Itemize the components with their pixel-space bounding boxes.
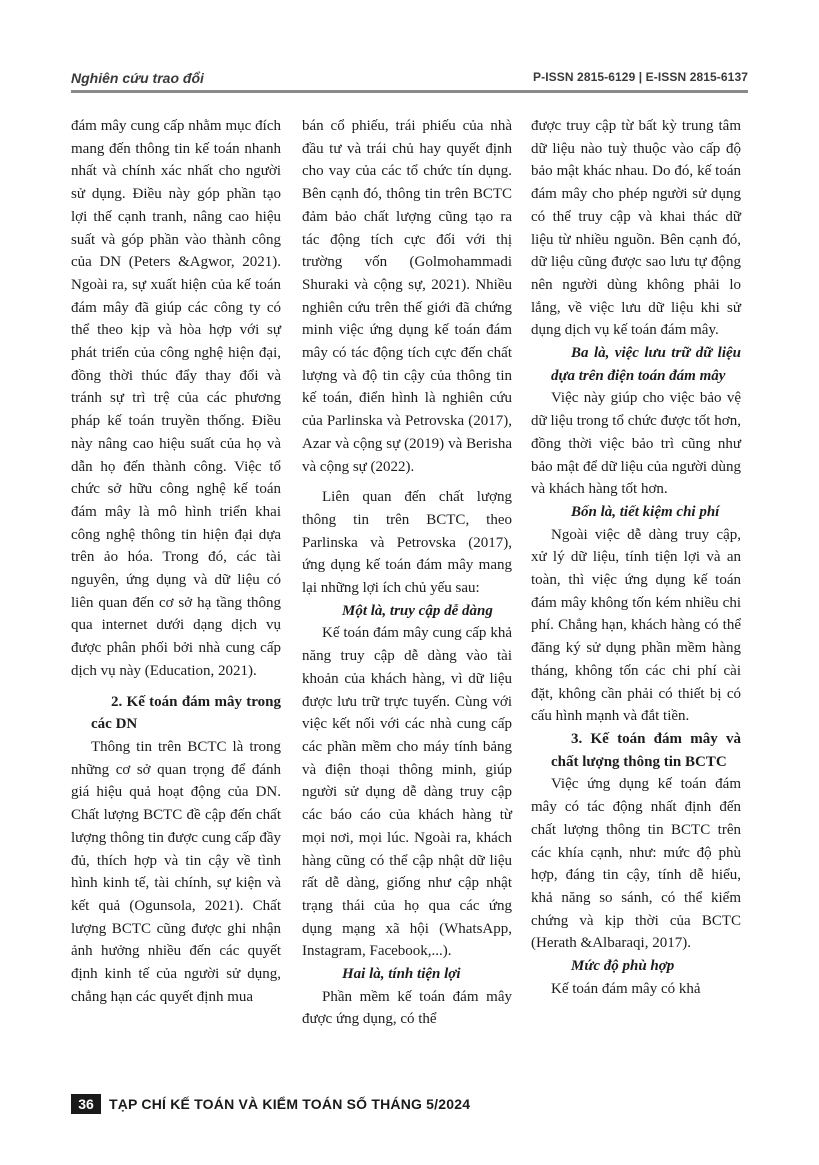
paragraph: Thông tin trên BCTC là trong những cơ sở quan trọng để đánh giá hiệu quả hoạt động của DN. Chất lượng BCTC đề cập đến chất lượng thông tin được cung cấp đầy đủ, thích hợp và tin cậy về tình hình kinh tế, tài chính, sự kiện và kết quả (Ogunsola, 2021). Chất lượng BCTC cũng được ghi nhận ảnh hưởng nhiều đến các quyết định kinh tế của người sử dụng, chẳng hạn các quyết định mua — [71, 738, 281, 1005]
paragraph: Phần mềm kế toán đám mây được ứng dụng, có thể — [302, 988, 512, 1028]
column-2 — [302, 115, 512, 1031]
section-heading: 3. Kế toán đám mây và chất lượng thông tin BCTC — [551, 730, 741, 770]
column-3 — [531, 115, 741, 1000]
subheading: Hai là, tính tiện lợi — [342, 966, 461, 983]
paragraph: đám mây cung cấp nhằm mục đích mang đến thông tin kế toán nhanh nhất và chính xác nhất cho người sử dụng. Điều này góp phần tạo lợi thế cạnh tranh, nâng cao hiệu suất và góp phần vào thành công của DN (Peters &Agwor, 2021). Ngoài ra, sự xuất hiện của kế toán đám mây đã giúp các công ty có thể theo kịp và hòa hợp với sự phát triển của công nghệ hiện đại, đồng thời thúc đẩy thay đổi và tránh sự trì trệ của các phương pháp kế toán truyền thống. Điều này nâng cao hiệu suất của họ và dẫn họ đến thành công. Việc tổ chức sở hữu công nghệ kế toán đám mây là mô hình triển khai công nghệ thông tin hiện đại dựa trên ảo hóa. Trong đó, các tài nguyên, ứng dụng và dữ liệu có liên quan đến cơ sở hạ tầng thông qua internet dưới dạng dịch vụ được phân phối bởi nhà cung cấp dịch vụ này (Education, 2021). — [71, 118, 281, 679]
page-number: 36 — [71, 1094, 101, 1114]
column-1 — [71, 115, 281, 1008]
subheading: Mức độ phù hợp — [571, 958, 675, 975]
paragraph: được truy cập từ bất kỳ trung tâm dữ liệu nào tuỳ thuộc vào cấp độ bảo mật khác nhau. Do đó, kế toán đám mây cho phép người sử dụng có thể truy cập và khai thác dữ liệu từ nhiều nguồn. Bên cạnh đó, dữ liệu cũng được sao lưu tự động nên người dùng không phải lo lắng, về việc lưu dữ liệu khi sử dụng dịch vụ kế toán đám mây. — [531, 118, 741, 339]
paragraph: Việc ứng dụng kế toán đám mây có tác động nhất định đến chất lượng thông tin BCTC trên các khía cạnh, như: mức độ phù hợp, đáng tin cậy, tính dễ hiểu, khả năng so sánh, có thể kiểm chứng và kịp thời của BCTC (Herath &Albaraqi, 2017). — [531, 776, 741, 952]
header-divider — [71, 90, 748, 93]
subheading: Ba là, việc lưu trữ dữ liệu dựa trên điện toán đám mây — [551, 345, 741, 384]
paragraph: bán cổ phiếu, trái phiếu của nhà đầu tư và trái chủ hay quyết định cho vay của các tổ chức tín dụng. Bên cạnh đó, thông tin trên BCTC đảm bảo chất lượng cũng tạo ra tác động tích cực đối với thị trường vốn (Golmohammadi Shuraki và cộng sự, 2021). Nhiều nghiên cứu trên thế giới đã chứng minh việc ứng dụng kế toán đám mây có tác động tích cực đến chất lượng và độ tin cậy của thông tin kế toán, điển hình là nghiên cứu của Parlinska và Petrovska (2017), Azar và cộng sự (2019) và Berisha và cộng sự (2022). — [302, 118, 512, 475]
paragraph: Kế toán đám mây có khả — [551, 980, 701, 997]
section-title: Nghiên cứu trao đổi — [71, 70, 204, 86]
issn-label: P-ISSN 2815-6129 | E-ISSN 2815-6137 — [533, 70, 748, 84]
paragraph: Kế toán đám mây cung cấp khả năng truy cập dễ dàng vào tài khoản của khách hàng, vì dữ liệu được lưu trữ trực tuyến. Cùng với việc kết nối với các nhà cung cấp các phần mềm cho máy tính bảng và điện thoại thông minh, giúp người sử dụng dễ dàng truy cập các báo cáo của khách hàng từ mọi nơi, mọi lúc. Ngoài ra, khách hàng cũng có thể cập nhật dữ liệu rất dễ dàng, giống như cập nhật trạng thái của họ qua các ứng dụng mạng xã hội (WhatsApp, Instagram, Facebook,...). — [302, 625, 512, 960]
paragraph: Ngoài việc dễ dàng truy cập, xử lý dữ liệu, tính tiện lợi và an toàn, thì việc ứng dụng kế toán đám mây không tốn kém nhiều chi phí. Chẳng hạn, khách hàng có thể đăng ký sử dụng phần mềm hàng tháng, không tốn các chi phí cài đặt, không cần phải có thiết bị có cấu hình mạnh và đắt tiền. — [531, 526, 741, 725]
subheading: Bốn là, tiết kiệm chi phí — [571, 503, 720, 520]
paragraph: Việc này giúp cho việc bảo vệ dữ liệu trong tổ chức được tốt hơn, đồng thời việc bảo trì cũng như bảo mật để dữ liệu của người dùng và khách hàng tốt hơn. — [531, 390, 741, 498]
section-heading: 2. Kế toán đám mây trong các DN — [91, 693, 281, 733]
page-footer — [71, 1093, 470, 1115]
journal-title: TẠP CHÍ KẾ TOÁN VÀ KIỂM TOÁN SỐ THÁNG 5/2024 — [109, 1096, 471, 1112]
paragraph: Liên quan đến chất lượng thông tin trên BCTC, theo Parlinska và Petrovska (2017), ứng dụng kế toán đám mây mang lại những lợi ích chủ yếu sau: — [302, 489, 512, 597]
subheading: Một là, truy cập dễ dàng — [342, 602, 493, 619]
